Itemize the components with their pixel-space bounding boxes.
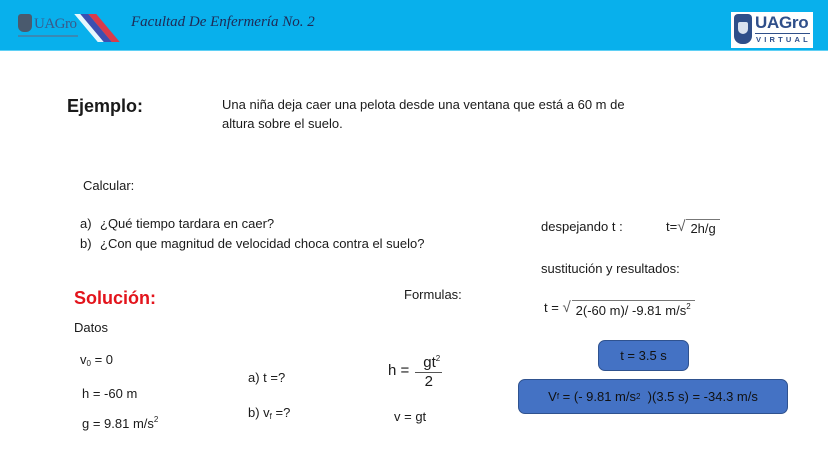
crest-icon: [734, 14, 752, 44]
radicand: 2h/g: [686, 219, 719, 236]
problem-statement: Una niña deja caer una pelota desde una ventana que está a 60 m de altura sobre el suelo.: [222, 97, 625, 131]
square-root: [677, 219, 720, 236]
unknown-b-prefix: b) v: [248, 405, 270, 420]
formula-velocity: v = gt: [394, 409, 427, 424]
question-text: ¿Qué tiempo tardara en caer?: [100, 216, 275, 231]
unknown-b: [248, 405, 290, 421]
calculate-label: Calcular:: [83, 178, 135, 193]
faculty-title: Facultad De Enfermería No. 2: [131, 14, 315, 30]
formula-height: [388, 350, 442, 390]
question-list: [80, 214, 425, 254]
despejando-label: despejando t :: [541, 219, 623, 234]
result-velocity-box: [518, 379, 788, 414]
data-label: Datos: [74, 320, 108, 335]
v0-value: = 0: [90, 352, 113, 367]
data-v0: [80, 352, 113, 368]
radicand: [572, 300, 695, 318]
formula-h-lhs: h =: [388, 361, 410, 379]
question-marker: a): [80, 216, 92, 231]
logo-right-underline: [755, 33, 810, 34]
data-h: h = -60 m: [82, 386, 138, 401]
question-item: [80, 234, 425, 254]
uagro-virtual-logo: [731, 12, 813, 48]
radical-icon: √: [562, 299, 571, 316]
substitution-label: sustitución y resultados:: [541, 261, 680, 276]
uagro-logo-left: [16, 10, 108, 42]
v0-symbol: v: [80, 352, 87, 367]
fraction-numerator: [415, 350, 442, 373]
unknown-b-suffix: =?: [271, 405, 291, 420]
logo-right-sub: VIRTUAL: [756, 35, 811, 44]
question-text: ¿Con que magnitud de velocidad choca contra el suelo?: [100, 236, 425, 251]
radicand-exponent: 2: [686, 302, 691, 311]
result-v-subscript: f: [556, 392, 560, 401]
result-time-box: t = 3.5 s: [598, 340, 689, 371]
logo-left-text: UAGro: [34, 16, 77, 32]
unknown-b-subscript: f: [269, 412, 272, 421]
g-value: g = 9.81 m/s: [82, 416, 154, 431]
numerator-exponent: 2: [435, 353, 441, 363]
despejando-lhs: t=: [666, 219, 678, 234]
question-item: [80, 214, 425, 234]
fraction-denominator: 2: [424, 372, 433, 390]
data-g: [82, 415, 158, 431]
g-exponent: 2: [153, 415, 159, 424]
formulas-label: Formulas:: [404, 287, 462, 302]
result-v-expression: = (- 9.81 m/s: [559, 389, 636, 404]
header-banner: [0, 0, 828, 51]
substitution-lhs: t =: [544, 300, 563, 315]
example-heading: Ejemplo:: [67, 96, 144, 116]
fraction: [415, 350, 442, 391]
radicand-text: 2(-60 m)/ -9.81 m/s: [575, 303, 687, 318]
unknown-a: a) t =?: [248, 370, 286, 385]
substitution-expression: [544, 300, 695, 318]
solution-heading: Solución:: [74, 288, 156, 308]
square-root: [562, 300, 694, 318]
result-v-exponent: 2: [636, 392, 641, 401]
radical-icon: √: [677, 218, 686, 235]
result-v-value: )(3.5 s) = -34.3 m/s: [640, 389, 758, 404]
numerator-text: gt: [423, 353, 436, 371]
crest-icon: [18, 14, 32, 32]
v0-subscript: 0: [86, 359, 91, 368]
result-v-symbol: V: [548, 389, 557, 404]
despejando-expression: [666, 219, 720, 236]
logo-left-subline: [18, 35, 78, 37]
question-marker: b): [80, 236, 92, 251]
logo-right-brand: UAGro: [755, 13, 809, 32]
